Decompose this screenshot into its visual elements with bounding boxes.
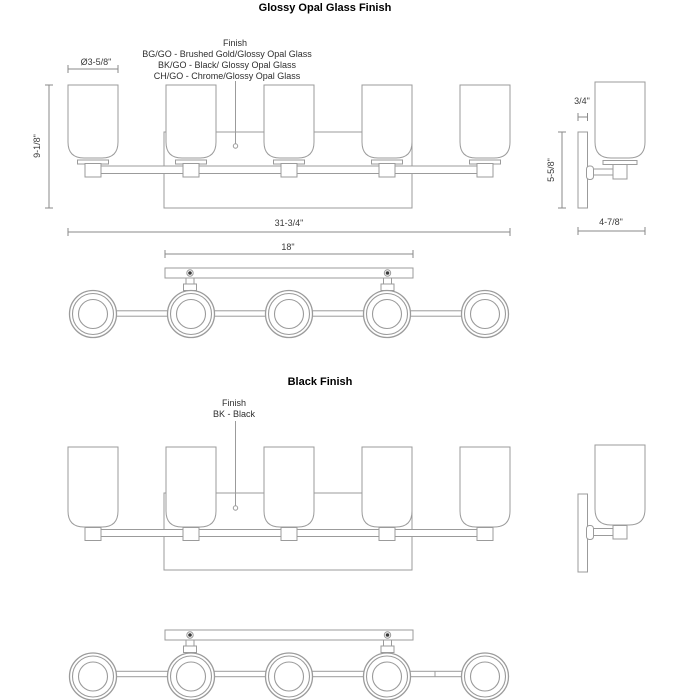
- shade-circle: [364, 291, 411, 338]
- shade-outline: [460, 85, 510, 158]
- socket-cube: [613, 165, 627, 180]
- shade-outline: [68, 85, 118, 158]
- shade-outline: [166, 447, 216, 527]
- socket-cube: [183, 164, 199, 178]
- shade-outline: [264, 447, 314, 527]
- shade-circle: [266, 653, 313, 700]
- finish-leader-dot: [233, 506, 237, 510]
- s2-bottom-view: [70, 630, 509, 700]
- shade-outline: [595, 445, 645, 525]
- mounting-plate: [165, 268, 413, 278]
- shade-circle: [70, 291, 117, 338]
- s1-bottom-view: [70, 268, 509, 338]
- socket-cube: [477, 164, 493, 178]
- shade-outline: [166, 85, 216, 158]
- socket-cube: [379, 164, 395, 178]
- shade-outline: [68, 447, 118, 527]
- shade-circle: [168, 653, 215, 700]
- socket-cube: [85, 164, 101, 178]
- socket-cube: [183, 528, 199, 541]
- s2-finish-label: Finish: [221, 398, 247, 408]
- shade-collar: [603, 161, 637, 165]
- dim-overall-depth: 4-7/8": [599, 217, 623, 227]
- screw-icon: [386, 271, 390, 275]
- shade-circle: [462, 291, 509, 338]
- s1-side-flange: [587, 166, 594, 180]
- s1-finish-option: BK/GO - Black/ Glossy Opal Glass: [157, 60, 297, 70]
- stem-flare: [184, 646, 197, 653]
- stem-flare: [381, 646, 394, 653]
- s1-front-view: [68, 81, 510, 208]
- dim-fixture-height: 9-1/8": [32, 134, 42, 158]
- socket-cube: [281, 164, 297, 178]
- dim-shade-diameter: Ø3-5/8": [80, 57, 112, 67]
- shade-circle: [364, 653, 411, 700]
- s1-finish-label: Finish: [222, 38, 248, 48]
- stem: [186, 640, 194, 646]
- dim-backplate-width: 18": [281, 242, 295, 252]
- s1-finish-option: BG/GO - Brushed Gold/Glossy Opal Glass: [142, 49, 312, 59]
- shade-outline: [362, 447, 412, 527]
- screw-icon: [188, 271, 192, 275]
- stem: [186, 278, 194, 284]
- s2-side-view: [578, 445, 645, 572]
- socket-cube: [379, 528, 395, 541]
- dim-backplate-thickness: 3/4": [574, 96, 590, 106]
- shade-circle: [70, 653, 117, 700]
- dim-overall-width: 31-3/4": [274, 218, 304, 228]
- section2-title: Black Finish: [287, 376, 353, 388]
- s2-front-view: [68, 421, 510, 570]
- socket-cube: [281, 528, 297, 541]
- s2-finish-option: BK - Black: [212, 409, 256, 419]
- socket-cube: [613, 526, 627, 540]
- stem: [384, 278, 392, 284]
- stem-flare: [381, 284, 394, 291]
- shade-outline: [362, 85, 412, 158]
- s1-finish-option: CH/GO - Chrome/Glossy Opal Glass: [153, 71, 301, 81]
- shade-circle: [462, 653, 509, 700]
- shade-outline: [264, 85, 314, 158]
- shade-circle: [266, 291, 313, 338]
- socket-cube: [477, 528, 493, 541]
- stem: [384, 640, 392, 646]
- screw-icon: [386, 633, 390, 637]
- section1-title: Glossy Opal Glass Finish: [258, 2, 392, 14]
- stem-flare: [184, 284, 197, 291]
- s2-side-flange: [587, 526, 594, 540]
- screw-icon: [188, 633, 192, 637]
- shade-outline: [460, 447, 510, 527]
- mounting-plate: [165, 630, 413, 640]
- socket-cube: [85, 528, 101, 541]
- shade-outline: [595, 82, 645, 158]
- finish-leader-dot: [233, 144, 237, 148]
- shade-circle: [168, 291, 215, 338]
- dim-backplate-height: 5-5/8": [546, 158, 556, 182]
